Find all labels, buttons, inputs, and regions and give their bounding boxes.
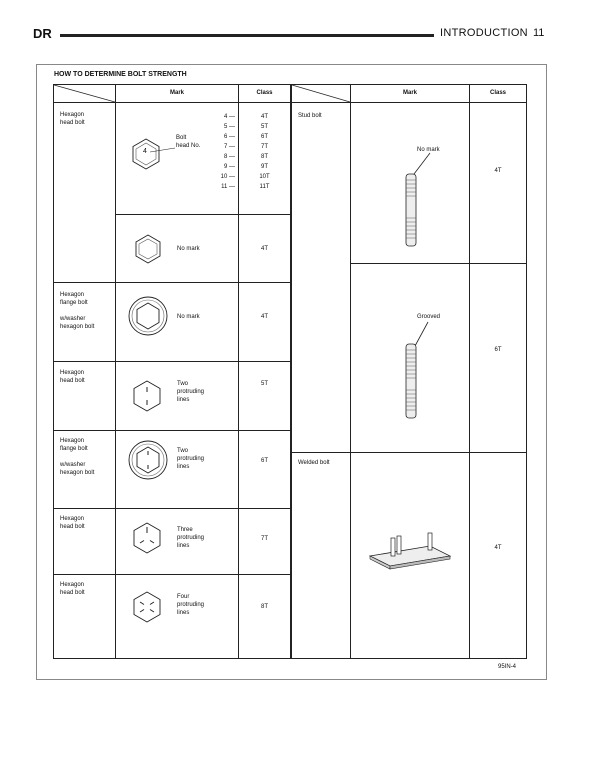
bolt-type-label: Hexagon head bolt (60, 370, 85, 384)
class-value: 11T (259, 184, 270, 190)
class-value: 4T (260, 114, 268, 120)
head-number-value: 11 — (221, 184, 235, 190)
header-class: Class (256, 90, 273, 96)
bolt-type-label: Welded bolt (298, 460, 330, 466)
row-divider (115, 214, 291, 215)
header-rule (60, 34, 434, 37)
header-row-divider (53, 102, 527, 103)
class-value: 8T (260, 604, 268, 610)
row-divider (53, 361, 291, 362)
head-number-value: 4 — (223, 114, 235, 120)
header-diagonal (54, 85, 115, 102)
figure-id: 95IN-4 (498, 664, 517, 670)
bolt-type-label: Hexagon flange bolt w/washer hexagon bolt (60, 438, 95, 476)
mark-label: Two protruding lines (177, 381, 205, 403)
class-value: 7T (260, 536, 268, 542)
head-number-value: 8 — (223, 154, 235, 160)
head-number-value: 5 — (223, 124, 235, 130)
hexagon-three-lines-icon (131, 521, 163, 555)
head-number-value: 7 — (223, 144, 235, 150)
class-value: 4T (494, 168, 502, 174)
header-mark: Mark (402, 90, 417, 96)
leader-line (148, 146, 176, 154)
mark-label: Three protruding lines (177, 527, 205, 549)
table-border-right (526, 84, 527, 659)
header-class: Class (489, 90, 506, 96)
section-title: INTRODUCTION (440, 27, 528, 39)
head-number-value: 10 — (220, 174, 235, 180)
col-divider (350, 84, 351, 659)
page-number: 11 (533, 27, 545, 39)
class-value: 7T (260, 144, 268, 150)
section-code: DR (33, 26, 52, 41)
table-border-left (53, 84, 54, 659)
class-value: 10T (259, 174, 270, 180)
col-divider (115, 84, 116, 659)
row-divider (53, 282, 291, 283)
class-value: 9T (260, 164, 268, 170)
bolt-type-label: Hexagon flange bolt w/washer hexagon bolt (60, 292, 95, 330)
row-divider (53, 430, 291, 431)
row-divider (350, 263, 527, 264)
flange-bolt-two-lines-icon (127, 439, 169, 481)
class-value: 5T (260, 381, 268, 387)
mark-label: No mark (417, 147, 440, 153)
bolt-head-no-label: Bolt head No. (176, 135, 201, 149)
mark-label: No mark (177, 314, 200, 320)
row-divider (291, 452, 527, 453)
mark-label: Four protruding lines (177, 594, 205, 616)
row-divider (53, 574, 291, 575)
stud-bolt-grooved-icon (398, 320, 442, 422)
table-title: HOW TO DETERMINE BOLT STRENGTH (54, 71, 187, 78)
hexagon-four-lines-icon (131, 590, 163, 624)
bolt-type-label: Stud bolt (298, 113, 322, 119)
flange-bolt-plain-icon (127, 295, 169, 337)
welded-bolt-icon (368, 530, 452, 570)
class-value: 6T (260, 134, 268, 140)
class-value: 6T (494, 347, 502, 353)
class-value: 4T (494, 545, 502, 551)
hexagon-two-lines-icon (131, 379, 163, 413)
class-value: 4T (260, 246, 268, 252)
head-number-value: 9 — (223, 164, 235, 170)
class-value: 8T (260, 154, 268, 160)
bolt-type-label: Hexagon head bolt (60, 516, 85, 530)
class-value: 6T (260, 458, 268, 464)
stud-bolt-plain-icon (398, 150, 442, 250)
class-value: 5T (260, 124, 268, 130)
header-mark: Mark (169, 90, 184, 96)
mark-label: Two protruding lines (177, 448, 205, 470)
class-value: 4T (260, 314, 268, 320)
bolt-head-number: 4 (143, 148, 147, 155)
head-number-value: 6 — (223, 134, 235, 140)
col-divider-center (290, 84, 292, 659)
header-diagonal (292, 85, 350, 102)
row-divider (53, 508, 291, 509)
mark-label: No mark (177, 246, 200, 252)
mark-label: Grooved (417, 314, 441, 320)
hexagon-head-plain-icon (133, 233, 163, 265)
bolt-type-label: Hexagon head bolt (60, 112, 85, 126)
bolt-type-label: Hexagon head bolt (60, 582, 85, 596)
